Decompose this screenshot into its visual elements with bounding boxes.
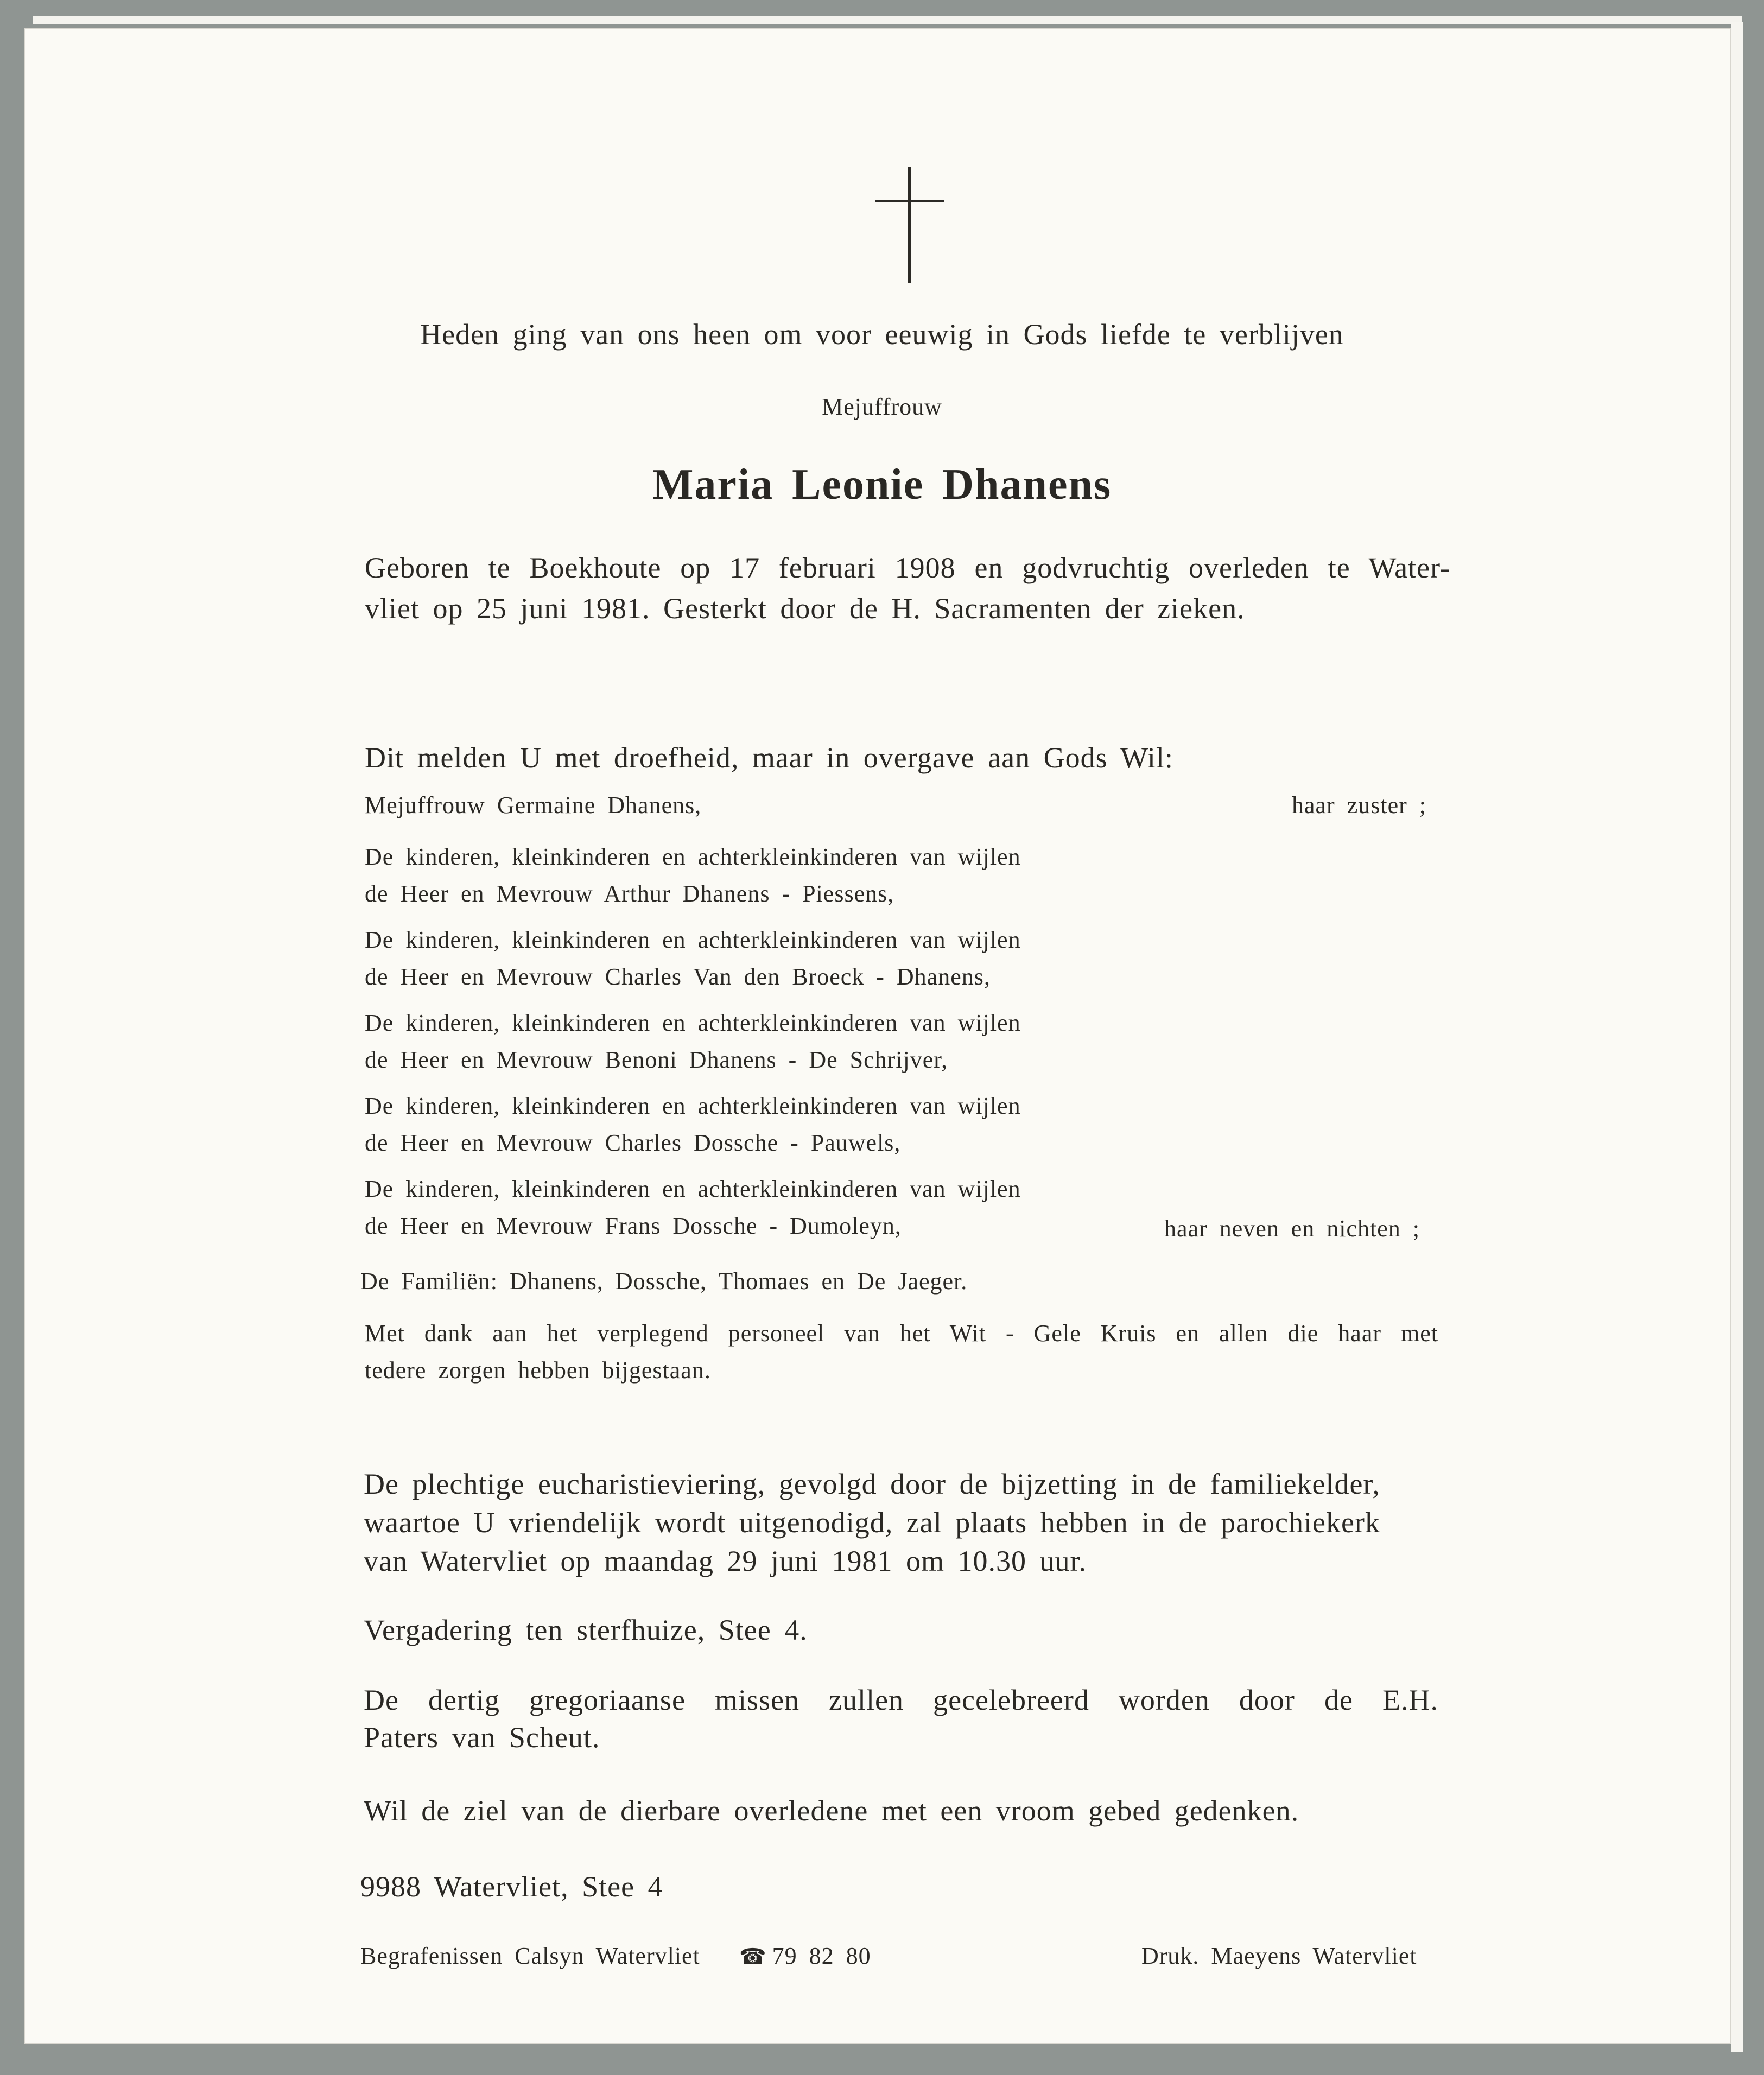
thanks-line-2: tedere zorgen hebben bijgestaan. [365,1357,711,1384]
cross-icon-vertical [908,167,911,283]
masses-line-1: De dertig gregoriaanse missen zullen gecelebreerd worden door de E.H. [364,1684,1438,1716]
families-line: De Familiën: Dhanens, Dossche, Thomaes en De Jaeger. [360,1268,968,1295]
birth-line-2: vliet op 25 juni 1981. Gesterkt door de H. Sacramenten der zieken. [365,592,1245,625]
group-4-line-2: de Heer en Mevrouw Charles Dossche - Pauwels, [365,1129,901,1156]
group-1-line-1: De kinderen, kleinkinderen en achterkleinkinderen van wijlen [365,843,1021,870]
service-line-2: waartoe U vriendelijk wordt uitgenodigd, zal plaats hebben in de parochiekerk [364,1506,1380,1539]
birth-line-1: Geboren te Boekhoute op 17 februari 1908 en godvruchtig overleden te Water- [365,551,1450,584]
prayer-line: Wil de ziel van de dierbare overledene met een vroom gebed gedenken. [364,1794,1299,1827]
group-2-line-2: de Heer en Mevrouw Charles Van den Broeck - Dhanens, [365,963,991,990]
funeral-director [360,1942,871,1970]
sister-name: Mejuffrouw Germaine Dhanens, [365,792,702,818]
group-3-line-1: De kinderen, kleinkinderen en achterkleinkinderen van wijlen [365,1010,1021,1036]
group-5-line-2: de Heer en Mevrouw Frans Dossche - Dumoleyn, [365,1213,902,1239]
service-line-3: van Watervliet op maandag 29 juni 1981 om 10.30 uur. [364,1545,1087,1577]
service-line-1: De plechtige eucharistieviering, gevolgd door de bijzetting in de familiekelder, [364,1468,1380,1500]
group-5-line-1: De kinderen, kleinkinderen en achterkleinkinderen van wijlen [365,1176,1021,1202]
mourners-intro: Dit melden U met droefheid, maar in overgave aan Gods Wil: [365,741,1173,774]
group-2-line-1: De kinderen, kleinkinderen en achterkleinkinderen van wijlen [365,927,1021,953]
masses-line-2: Paters van Scheut. [364,1721,600,1754]
groups-relation: haar neven en nichten ; [1164,1215,1420,1242]
group-3-line-2: de Heer en Mevrouw Benoni Dhanens - De Schrijver, [365,1046,948,1073]
group-4-line-1: De kinderen, kleinkinderen en achterkleinkinderen van wijlen [365,1093,1021,1119]
telephone-icon: ☎ [739,1944,767,1969]
deceased-name: Maria Leonie Dhanens [652,461,1112,509]
group-1-line-2: de Heer en Mevrouw Arthur Dhanens - Piessens, [365,880,894,907]
sister-relation: haar zuster ; [1292,792,1426,818]
funeral-director-name: Begrafenissen Calsyn Watervliet [360,1943,700,1969]
address-line: 9988 Watervliet, Stee 4 [360,1870,663,1903]
card-edge-top [33,16,1742,24]
honorific: Mejuffrouw [822,394,942,420]
gathering-line: Vergadering ten sterfhuize, Stee 4. [364,1614,808,1646]
funeral-phone: 79 82 80 [772,1943,871,1969]
cross-icon-horizontal [875,200,944,202]
thanks-line-1: Met dank aan het verplegend personeel van het Wit - Gele Kruis en allen die haar met [365,1320,1438,1347]
intro-line: Heden ging van ons heen om voor eeuwig in Gods liefde te verblijven [420,318,1344,351]
printer-credit: Druk. Maeyens Watervliet [1141,1943,1417,1969]
